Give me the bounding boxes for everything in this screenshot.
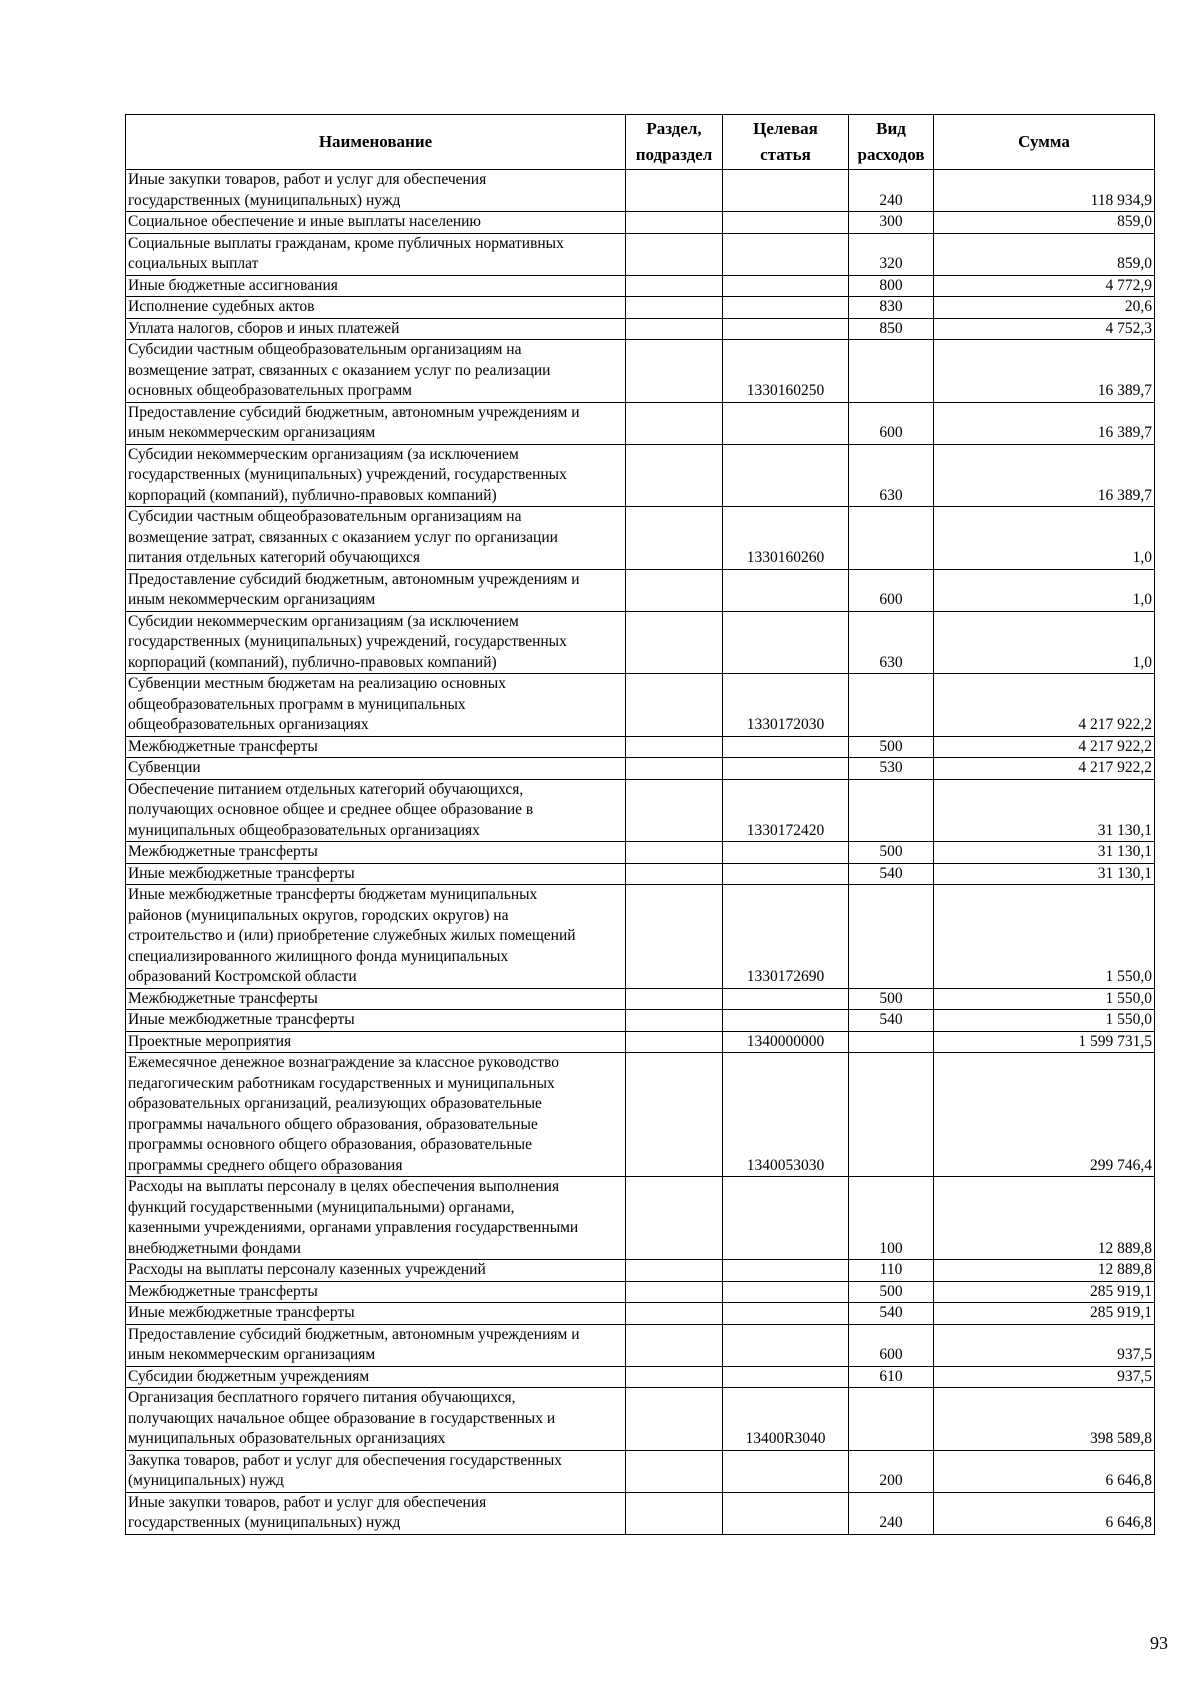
cell-name: Иные межбюджетные трансферты xyxy=(126,863,626,885)
cell-target: 1330160260 xyxy=(723,507,849,570)
table-row xyxy=(126,842,1155,864)
cell-type: 800 xyxy=(849,275,934,297)
cell-section xyxy=(626,444,723,507)
cell-sum: 1 550,0 xyxy=(934,1010,1155,1032)
cell-name: Субсидии бюджетным учреждениям xyxy=(126,1366,626,1388)
cell-section xyxy=(626,736,723,758)
cell-target: 1330172420 xyxy=(723,779,849,842)
cell-name: Исполнение судебных актов xyxy=(126,297,626,319)
cell-sum: 4 772,9 xyxy=(934,275,1155,297)
cell-target xyxy=(723,444,849,507)
cell-sum: 6 646,8 xyxy=(934,1492,1155,1534)
cell-name: Социальное обеспечение и иные выплаты населению xyxy=(126,212,626,234)
cell-section xyxy=(626,988,723,1010)
cell-target xyxy=(723,1324,849,1366)
cell-name: Обеспечение питанием отдельных категорий обучающихся, получающих основное общее и среднее общее образование в муниципальных общеобразовательных организациях xyxy=(126,779,626,842)
cell-name: Проектные мероприятия xyxy=(126,1031,626,1053)
header-type-text: Вид расходов xyxy=(857,119,925,164)
cell-section xyxy=(626,170,723,212)
cell-type: 600 xyxy=(849,569,934,611)
cell-sum: 1 599 731,5 xyxy=(934,1031,1155,1053)
cell-sum: 1 550,0 xyxy=(934,885,1155,989)
cell-type: 630 xyxy=(849,611,934,674)
cell-sum: 1,0 xyxy=(934,611,1155,674)
cell-sum: 937,5 xyxy=(934,1366,1155,1388)
cell-name: Закупка товаров, работ и услуг для обеспечения государственных (муниципальных) нужд xyxy=(126,1450,626,1492)
cell-type: 240 xyxy=(849,1492,934,1534)
cell-section xyxy=(626,674,723,737)
cell-name: Иные межбюджетные трансферты xyxy=(126,1010,626,1032)
cell-name: Ежемесячное денежное вознаграждение за классное руководство педагогическим работникам государственных и муниципальных образовательных организаций, реализующих образовательные программы начального общего образования, образовательные программы основного общего образования, образовательные программы среднего общего образования xyxy=(126,1053,626,1177)
table-row xyxy=(126,1260,1155,1282)
cell-target xyxy=(723,1177,849,1260)
table-row xyxy=(126,736,1155,758)
table-row xyxy=(126,674,1155,737)
cell-sum: 4 217 922,2 xyxy=(934,758,1155,780)
cell-target xyxy=(723,233,849,275)
cell-section xyxy=(626,318,723,340)
cell-section xyxy=(626,885,723,989)
cell-sum: 31 130,1 xyxy=(934,779,1155,842)
cell-type: 100 xyxy=(849,1177,934,1260)
header-section xyxy=(626,115,723,170)
cell-name: Субсидии частным общеобразовательным организациям на возмещение затрат, связанных с оказанием услуг по реализации основных общеобразовательных программ xyxy=(126,340,626,403)
cell-sum: 398 589,8 xyxy=(934,1388,1155,1451)
cell-target xyxy=(723,402,849,444)
cell-section xyxy=(626,233,723,275)
cell-type: 540 xyxy=(849,1010,934,1032)
cell-target xyxy=(723,275,849,297)
cell-target xyxy=(723,758,849,780)
cell-name: Предоставление субсидий бюджетным, автономным учреждениям и иным некоммерческим организациям xyxy=(126,402,626,444)
table-row xyxy=(126,318,1155,340)
cell-section xyxy=(626,1281,723,1303)
cell-section xyxy=(626,779,723,842)
cell-section xyxy=(626,1010,723,1032)
header-sum xyxy=(934,115,1155,170)
cell-section xyxy=(626,1492,723,1534)
cell-name: Межбюджетные трансферты xyxy=(126,1281,626,1303)
header-target xyxy=(723,115,849,170)
cell-sum: 16 389,7 xyxy=(934,444,1155,507)
cell-type: 610 xyxy=(849,1366,934,1388)
table-row xyxy=(126,1031,1155,1053)
table-row xyxy=(126,1388,1155,1451)
cell-sum: 118 934,9 xyxy=(934,170,1155,212)
cell-section xyxy=(626,1177,723,1260)
cell-type: 600 xyxy=(849,1324,934,1366)
cell-type xyxy=(849,885,934,989)
cell-section xyxy=(626,212,723,234)
table-row xyxy=(126,1324,1155,1366)
cell-type xyxy=(849,1053,934,1177)
cell-name: Иные межбюджетные трансферты бюджетам муниципальных районов (муниципальных округов, городских округов) на строительство и (или) приобретение служебных жилых помещений специализированного жилищного фонда муниципальных образований Костромской области xyxy=(126,885,626,989)
cell-type: 540 xyxy=(849,1303,934,1325)
cell-type xyxy=(849,507,934,570)
cell-section xyxy=(626,507,723,570)
cell-sum: 285 919,1 xyxy=(934,1281,1155,1303)
budget-table xyxy=(125,114,1155,1535)
cell-section xyxy=(626,1366,723,1388)
table-row xyxy=(126,340,1155,403)
cell-sum: 299 746,4 xyxy=(934,1053,1155,1177)
cell-target xyxy=(723,1260,849,1282)
cell-type: 530 xyxy=(849,758,934,780)
cell-type: 830 xyxy=(849,297,934,319)
cell-name: Межбюджетные трансферты xyxy=(126,988,626,1010)
cell-target xyxy=(723,611,849,674)
table-row xyxy=(126,569,1155,611)
table-row xyxy=(126,1492,1155,1534)
table-row xyxy=(126,507,1155,570)
cell-section xyxy=(626,402,723,444)
budget-document xyxy=(125,114,1154,1535)
cell-target: 1330172690 xyxy=(723,885,849,989)
cell-sum: 1 550,0 xyxy=(934,988,1155,1010)
cell-sum: 12 889,8 xyxy=(934,1177,1155,1260)
cell-type: 300 xyxy=(849,212,934,234)
cell-target: 1330172030 xyxy=(723,674,849,737)
cell-name: Расходы на выплаты персоналу казенных учреждений xyxy=(126,1260,626,1282)
table-row xyxy=(126,233,1155,275)
table-row xyxy=(126,297,1155,319)
cell-target xyxy=(723,1303,849,1325)
cell-section xyxy=(626,340,723,403)
cell-type xyxy=(849,1388,934,1451)
table-row xyxy=(126,863,1155,885)
cell-sum: 4 217 922,2 xyxy=(934,674,1155,737)
cell-name: Субвенции xyxy=(126,758,626,780)
header-target-text: Целевая статья xyxy=(753,119,818,164)
table-row xyxy=(126,885,1155,989)
cell-name: Иные закупки товаров, работ и услуг для обеспечения государственных (муниципальных) нужд xyxy=(126,170,626,212)
cell-name: Субсидии частным общеобразовательным организациям на возмещение затрат, связанных с оказанием услуг по организации питания отдельных категорий обучающихся xyxy=(126,507,626,570)
cell-section xyxy=(626,1053,723,1177)
cell-type: 320 xyxy=(849,233,934,275)
table-row xyxy=(126,1053,1155,1177)
cell-type: 500 xyxy=(849,1281,934,1303)
cell-sum: 1,0 xyxy=(934,569,1155,611)
table-row xyxy=(126,611,1155,674)
cell-target xyxy=(723,1450,849,1492)
cell-type: 500 xyxy=(849,736,934,758)
cell-name: Организация бесплатного горячего питания обучающихся, получающих начальное общее образование в государственных и муниципальных образовательных организациях xyxy=(126,1388,626,1451)
cell-target: 1340000000 xyxy=(723,1031,849,1053)
table-row xyxy=(126,1303,1155,1325)
cell-sum: 859,0 xyxy=(934,212,1155,234)
cell-type: 630 xyxy=(849,444,934,507)
cell-section xyxy=(626,1450,723,1492)
cell-sum: 4 217 922,2 xyxy=(934,736,1155,758)
cell-type xyxy=(849,779,934,842)
table-row xyxy=(126,212,1155,234)
table-row xyxy=(126,444,1155,507)
cell-name: Предоставление субсидий бюджетным, автономным учреждениям и иным некоммерческим организациям xyxy=(126,569,626,611)
cell-name: Субвенции местным бюджетам на реализацию основных общеобразовательных программ в муниципальных общеобразовательных организациях xyxy=(126,674,626,737)
header-sum-text: Сумма xyxy=(1018,132,1070,151)
cell-name: Иные бюджетные ассигнования xyxy=(126,275,626,297)
cell-type: 110 xyxy=(849,1260,934,1282)
cell-sum: 285 919,1 xyxy=(934,1303,1155,1325)
cell-section xyxy=(626,842,723,864)
cell-sum: 20,6 xyxy=(934,297,1155,319)
header-name xyxy=(126,115,626,170)
cell-type: 200 xyxy=(849,1450,934,1492)
cell-target xyxy=(723,569,849,611)
cell-target: 1330160250 xyxy=(723,340,849,403)
cell-name: Межбюджетные трансферты xyxy=(126,736,626,758)
table-row xyxy=(126,402,1155,444)
table-row xyxy=(126,1010,1155,1032)
cell-target xyxy=(723,1492,849,1534)
cell-type: 540 xyxy=(849,863,934,885)
table-row xyxy=(126,758,1155,780)
cell-sum: 4 752,3 xyxy=(934,318,1155,340)
cell-name: Иные закупки товаров, работ и услуг для обеспечения государственных (муниципальных) нужд xyxy=(126,1492,626,1534)
cell-target xyxy=(723,170,849,212)
cell-type: 500 xyxy=(849,842,934,864)
cell-section xyxy=(626,297,723,319)
page-number: 93 xyxy=(1150,1633,1168,1653)
table-row xyxy=(126,170,1155,212)
cell-section xyxy=(626,569,723,611)
cell-section xyxy=(626,1388,723,1451)
cell-target xyxy=(723,318,849,340)
cell-target xyxy=(723,736,849,758)
cell-sum: 859,0 xyxy=(934,233,1155,275)
cell-section xyxy=(626,1303,723,1325)
cell-sum: 16 389,7 xyxy=(934,340,1155,403)
cell-section xyxy=(626,758,723,780)
cell-type xyxy=(849,340,934,403)
cell-type: 600 xyxy=(849,402,934,444)
cell-target xyxy=(723,297,849,319)
cell-sum: 31 130,1 xyxy=(934,863,1155,885)
header-name-text: Наименование xyxy=(318,132,433,151)
cell-section xyxy=(626,611,723,674)
table-row xyxy=(126,988,1155,1010)
cell-section xyxy=(626,275,723,297)
table-row xyxy=(126,275,1155,297)
cell-sum: 12 889,8 xyxy=(934,1260,1155,1282)
cell-type xyxy=(849,1031,934,1053)
cell-name: Иные межбюджетные трансферты xyxy=(126,1303,626,1325)
cell-name: Социальные выплаты гражданам, кроме публичных нормативных социальных выплат xyxy=(126,233,626,275)
table-row xyxy=(126,1281,1155,1303)
table-row xyxy=(126,1177,1155,1260)
cell-target xyxy=(723,212,849,234)
cell-type: 240 xyxy=(849,170,934,212)
cell-target: 1340053030 xyxy=(723,1053,849,1177)
cell-section xyxy=(626,1031,723,1053)
cell-target xyxy=(723,1281,849,1303)
cell-target xyxy=(723,988,849,1010)
table-row xyxy=(126,1366,1155,1388)
cell-section xyxy=(626,1260,723,1282)
table-row xyxy=(126,779,1155,842)
cell-sum: 1,0 xyxy=(934,507,1155,570)
cell-name: Межбюджетные трансферты xyxy=(126,842,626,864)
cell-section xyxy=(626,863,723,885)
cell-name: Субсидии некоммерческим организациям (за исключением государственных (муниципальных) учреждений, государственных корпораций (компаний), публично-правовых компаний) xyxy=(126,444,626,507)
header-section-text: Раздел, подраздел xyxy=(635,119,713,164)
cell-target xyxy=(723,842,849,864)
table-body xyxy=(126,170,1155,1535)
table-row xyxy=(126,1450,1155,1492)
cell-section xyxy=(626,1324,723,1366)
header-type xyxy=(849,115,934,170)
cell-name: Субсидии некоммерческим организациям (за исключением государственных (муниципальных) учреждений, государственных корпораций (компаний), публично-правовых компаний) xyxy=(126,611,626,674)
cell-sum: 6 646,8 xyxy=(934,1450,1155,1492)
cell-sum: 16 389,7 xyxy=(934,402,1155,444)
cell-target xyxy=(723,1366,849,1388)
cell-name: Предоставление субсидий бюджетным, автономным учреждениям и иным некоммерческим организациям xyxy=(126,1324,626,1366)
cell-sum: 31 130,1 xyxy=(934,842,1155,864)
cell-type: 850 xyxy=(849,318,934,340)
cell-name: Расходы на выплаты персоналу в целях обеспечения выполнения функций государственными (муниципальными) органами, казенными учреждениями, органами управления государственными внебюджетными фондами xyxy=(126,1177,626,1260)
table-header-row xyxy=(126,115,1155,170)
cell-name: Уплата налогов, сборов и иных платежей xyxy=(126,318,626,340)
cell-type xyxy=(849,674,934,737)
cell-target: 13400R3040 xyxy=(723,1388,849,1451)
cell-target xyxy=(723,1010,849,1032)
cell-sum: 937,5 xyxy=(934,1324,1155,1366)
cell-target xyxy=(723,863,849,885)
cell-type: 500 xyxy=(849,988,934,1010)
